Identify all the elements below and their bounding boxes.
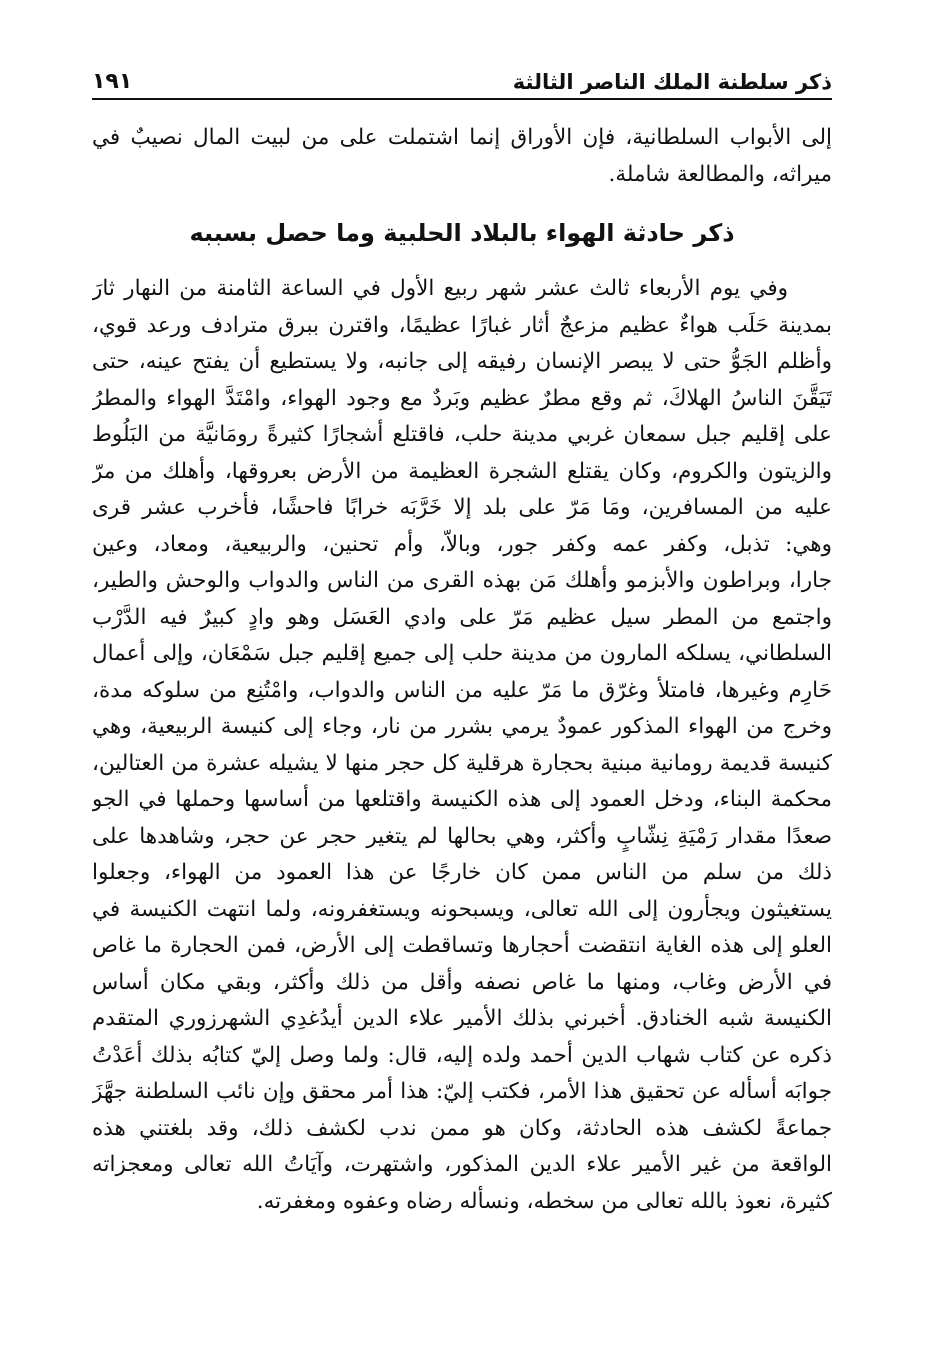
text-line: وفي يوم الأربعاء ثالث عشر شهر ربيع الأول في الساعة الثامنة من النهار ثارَ: [92, 276, 788, 301]
text-line: إلى الأبواب السلطانية، فإن الأوراق إنما اشتملت على من لبيت المال نصيبٌ في: [92, 125, 832, 150]
text-line: يستغيثون ويجأرون إلى الله تعالى، ويسبحونه ويستغفرونه، ولما انتهت الكنيسة في: [92, 896, 832, 922]
text-line: وأظلم الجَوُّ حتى لا يبصر الإنسان رفيقه إلى جانبه، ولا يستطيع أن يفتح عينه، حتى: [92, 349, 832, 374]
text-line: جوابَه أسأله عن تحقيق هذا الأمر، فكتب إليّ: هذا أمر محقق وإن نائب السلطنة جهَّزَ: [92, 1079, 832, 1104]
text-line: جماعةً لكشف هذه الحادثة، وكان هو ممن ندب لكشف ذلك، وقد بلغتني هذه: [92, 1115, 832, 1141]
text-line: الواقعة من غير الأمير علاء الدين المذكور، واشتهرت، وآيَاتُ الله تعالى ومعجزاته: [92, 1152, 832, 1177]
text-line: في الأرض وغاب، ومنها ما غاص نصفه وأقل من ذلك وأكثر، وبقي مكان أساس: [92, 969, 832, 995]
text-line: تَيَقَّنَ الناسُ الهلاكَ، ثم وقع مطرٌ عظيم وبَردٌ مع وجود الهواء، وامْتَدَّ الهواء والمطرُ: [92, 385, 832, 411]
text-line: محكمة البناء، ودخل العمود إلى هذه الكنيسة واقتلعها من أساسها وحملها في الجو: [92, 787, 832, 812]
book-page: [92, 60, 832, 1220]
running-head-title: ذكر سلطنة الملك الناصر الثالثة: [512, 70, 832, 94]
text-line: ذكره عن كتاب شهاب الدين أحمد ولده إليه، قال: ولما وصل إليّ كتابُه بذلك أعَدْتُ: [92, 1042, 832, 1068]
section-heading: ذكر حادثة الهواء بالبلاد الحلبية وما حصل بسببه: [189, 219, 735, 247]
text-line: صعدًا مقدار رَمْيَةِ نِشّابٍ وأكثر، وهي بحالها لم يتغير حجر عن حجر، وشاهدها على: [92, 823, 832, 849]
text-line: حَارِم وغيرها، فامتلأ وغرّق ما مَرّ عليه من الناس والدواب، وامْتُنِع من سلوكه مدة،: [92, 677, 832, 703]
body-paragraph: [92, 271, 832, 1220]
running-header: [92, 60, 832, 100]
text-line: واجتمع من المطر سيل عظيم مَرّ على وادي العَسَل وهو وادٍ كبيرٌ فيه الدَّرْب: [92, 604, 832, 630]
text-line: جارا، وبراطون والأبزمو وأهلك مَن بهذه القرى من الناس والدواب والوحش والطير،: [92, 568, 832, 593]
text-line: ذلك من سلم من الناس ممن كان خارجًا عن هذا العمود من الهواء، وجعلوا: [92, 860, 832, 885]
text-line: بمدينة حَلَب هواءٌ عظيم مزعجٌ أثار غبارًا عظيمًا، واقترن ببرق مترادف ورعد قوي،: [92, 312, 832, 338]
text-line: عليه من المسافرين، ومَا مَرّ على بلد إلا خَرَّبَه خرابًا فاحشًا، فأخرب عشر قرى: [92, 495, 832, 520]
page-content: [92, 120, 832, 1220]
text-line: السلطاني، يسلكه المارون من مدينة حلب إلى جميع إقليم جبل سَمْعَان، وإلى أعمال: [92, 641, 832, 666]
text-line: كنيسة قديمة رومانية مبنية بحجارة هرقلية كل حجر منها لا يشيله عشرة من العتالين،: [92, 750, 832, 776]
intro-paragraph: [92, 120, 832, 193]
text-line: وهي: تذبل، وكفر عمه وكفر جور، وبالاّ، وأم تحنين، والربيعية، ومعاد، وعين: [92, 531, 832, 557]
text-line: ميراثه، والمطالعة شاملة.: [608, 161, 832, 187]
text-line: والزيتون والكروم، وكان يقتلع الشجرة العظيمة من الأرض بعروقها، وأهلك من مرّ: [92, 458, 832, 484]
text-line: الكنيسة شبه الخنادق. أخبرني بذلك الأمير علاء الدين أيدُغدِي الشهرزوري المتقدم: [92, 1006, 832, 1031]
text-line: وخرج من الهواء المذكور عمودٌ يرمي بشرر من نار، وجاء إلى كنيسة الربيعية، وهي: [92, 714, 832, 739]
text-line: كثيرة، نعوذ بالله تعالى من سخطه، ونسأله رضاه وعفوه ومغفرته.: [256, 1188, 832, 1214]
text-line: العلو إلى هذه الغاية انتقضت أحجارها وتساقطت إلى الأرض، فمن الحجارة ما غاص: [92, 933, 832, 958]
text-line: على إقليم جبل سمعان غربي مدينة حلب، فاقتلع أشجارًا كثيرةً رومَانيَّة من البَلُوط: [92, 422, 832, 447]
page-number: ١٩١: [92, 69, 133, 94]
